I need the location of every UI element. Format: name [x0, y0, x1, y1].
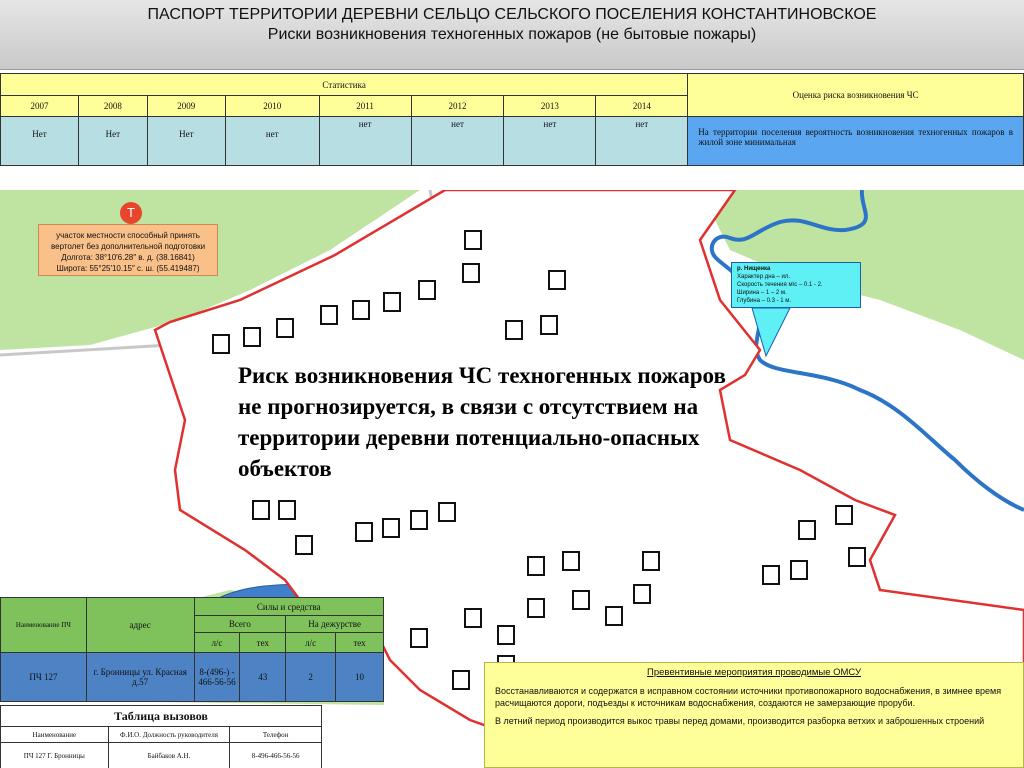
building — [848, 547, 866, 567]
building — [418, 280, 436, 300]
forces-address: г. Бронницы ул. Красная д.57 — [86, 653, 194, 702]
value-cell: нет — [596, 117, 688, 166]
year-cell: 2011 — [319, 96, 411, 117]
statistics-header: Статистика — [1, 74, 688, 96]
building — [540, 315, 558, 335]
calls-col-name: Наименование — [1, 727, 109, 743]
year-cell: 2007 — [1, 96, 79, 117]
building — [382, 518, 400, 538]
building — [762, 565, 780, 585]
building — [562, 551, 580, 571]
forces-name: ПЧ 127 — [1, 653, 87, 702]
helipad-marker: Т — [120, 202, 142, 224]
river-detail: Глубина – 0.3 - 1 м. — [737, 298, 792, 304]
building — [355, 522, 373, 542]
forces-col-ls: л/с — [286, 633, 336, 653]
assessment-text: На территории поселения вероятность возникновения техногенных пожаров в жилой зоне минимальная — [688, 117, 1024, 166]
building — [410, 510, 428, 530]
building — [452, 670, 470, 690]
building — [462, 263, 480, 283]
building — [320, 305, 338, 325]
building — [605, 606, 623, 626]
building — [278, 500, 296, 520]
year-cell: 2013 — [504, 96, 596, 117]
building — [252, 500, 270, 520]
building — [464, 230, 482, 250]
calls-phone: 8-496-466-56-56 — [230, 743, 322, 768]
preventive-measures — [484, 662, 1024, 768]
value-cell: нет — [504, 117, 596, 166]
statistics-table — [0, 73, 1024, 166]
year-cell: 2009 — [147, 96, 225, 117]
calls-name: ПЧ 127 Г. Бронницы — [1, 743, 109, 768]
river-detail: Ширина – 1 – 2 м. — [737, 290, 787, 296]
river-info-callout — [731, 262, 861, 308]
river-detail: Характер дна – ил. — [737, 274, 791, 280]
helipad-line: участок местности способный принять — [56, 231, 200, 240]
value-cell: Нет — [147, 117, 225, 166]
page-header — [0, 0, 1024, 70]
measures-paragraph: В летний период производится выкос травы перед домами, производится разборка ветхих и заброшенных строений — [495, 716, 985, 726]
year-cell: 2010 — [225, 96, 319, 117]
calls-title: Таблица вызовов — [1, 706, 322, 727]
building — [505, 320, 523, 340]
page-title: ПАСПОРТ ТЕРРИТОРИИ ДЕРЕВНИ СЕЛЬЦО СЕЛЬСКОГО ПОСЕЛЕНИЯ КОНСТАНТИНОВСКОЕ — [147, 6, 877, 23]
helipad-note — [38, 224, 218, 276]
forces-duty-ls: 2 — [286, 653, 336, 702]
calls-col-person: Ф.И.О. Должность руководителя — [108, 727, 230, 743]
building — [497, 625, 515, 645]
building — [383, 292, 401, 312]
risk-statement: Риск возникновения ЧС техногенных пожаров не прогнозируется, в связи с отсутствием на территории деревни потенциально-опасных объектов — [238, 363, 726, 481]
building — [572, 590, 590, 610]
value-cell: нет — [411, 117, 504, 166]
forces-col-address: адрес — [86, 598, 194, 653]
building — [548, 270, 566, 290]
building — [438, 502, 456, 522]
value-cell: Нет — [1, 117, 79, 166]
year-cell: 2012 — [411, 96, 504, 117]
year-cell: 2008 — [78, 96, 147, 117]
forces-duty-tech: 10 — [336, 653, 384, 702]
building — [798, 520, 816, 540]
forces-col-tech: тех — [336, 633, 384, 653]
forces-table — [0, 597, 384, 702]
building — [352, 300, 370, 320]
value-cell: нет — [319, 117, 411, 166]
measures-title: Превентивные мероприятия проводимые ОМСУ — [646, 667, 861, 678]
building — [642, 551, 660, 571]
helipad-line: Долгота: 38°10′6.28″ в. д. (38.16841) — [61, 253, 195, 262]
building — [464, 608, 482, 628]
forces-total-tech: 43 — [240, 653, 286, 702]
helipad-line: вертолет без дополнительной подготовки — [50, 242, 206, 251]
building — [276, 318, 294, 338]
forces-col-ls: л/с — [194, 633, 240, 653]
forces-col-total: Всего — [194, 616, 286, 633]
helipad-line: Широта: 55°25′10.15″ с. ш. (55.419487) — [56, 264, 200, 273]
forces-col-tech: тех — [240, 633, 286, 653]
building — [410, 628, 428, 648]
building — [633, 584, 651, 604]
forces-total-ls: 8-(496-) - 466-56-56 — [194, 653, 240, 702]
calls-table — [0, 705, 322, 768]
building — [790, 560, 808, 580]
page-subtitle: Риски возникновения техногенных пожаров (не бытовые пожары) — [267, 26, 757, 43]
building — [243, 327, 261, 347]
assessment-header: Оценка риска возникновения ЧС — [688, 74, 1024, 117]
building — [527, 556, 545, 576]
building — [212, 334, 230, 354]
value-cell: нет — [225, 117, 319, 166]
river-detail: Скорость течения м\с – 0.1 - 2. — [737, 282, 823, 288]
river-name: р. Нищенка — [737, 266, 771, 272]
forces-col-forces: Силы и средства — [194, 598, 384, 616]
measures-paragraph: Восстанавливаются и содержатся в исправном состоянии источники противопожарного водоснабжения, в зимнее время расчищаются дороги, подъезды к источникам водоснабжения, создаются не замерзающие проруби. — [495, 686, 1002, 708]
year-cell: 2014 — [596, 96, 688, 117]
value-cell: Нет — [78, 117, 147, 166]
calls-person: Байбаков А.Н. — [108, 743, 230, 768]
building — [527, 598, 545, 618]
building — [295, 535, 313, 555]
forces-col-name: Наименование ПЧ — [1, 598, 87, 653]
forces-col-duty: На дежурстве — [286, 616, 384, 633]
calls-col-phone: Телефон — [230, 727, 322, 743]
building — [835, 505, 853, 525]
